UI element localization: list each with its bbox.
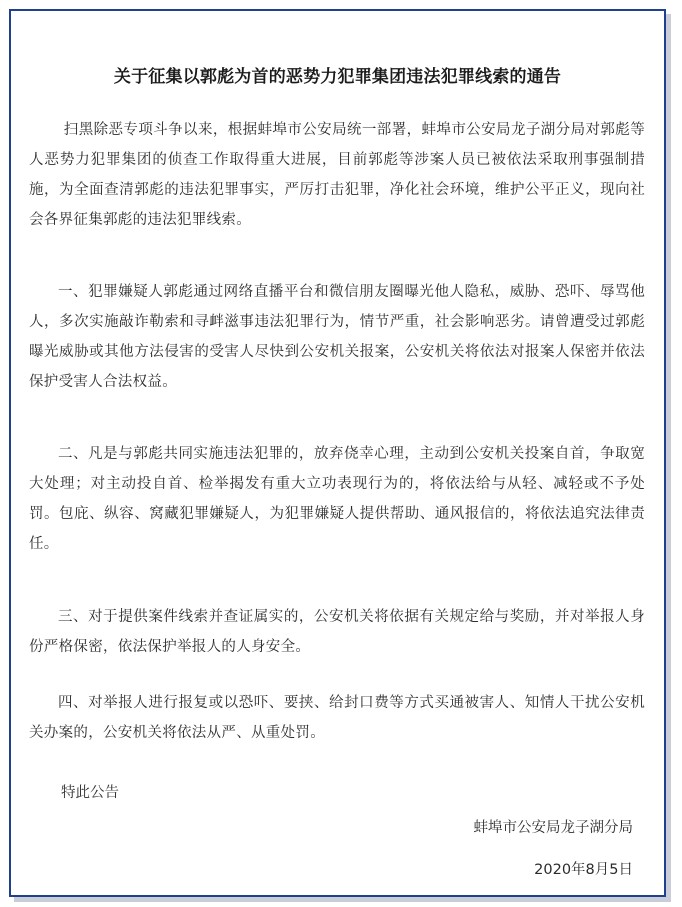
notice-item-3: 三、对于提供案件线索并查证属实的，公安机关将依据有关规定给与奖励，并对举报人身份严格保密，依法保护举报人的人身安全。	[29, 609, 645, 655]
notice-closing: 特此公告	[61, 785, 119, 801]
notice-item-2: 二、凡是与郭彪共同实施违法犯罪的，放弃侥幸心理，主动到公安机关投案自首，争取宽大处理；对主动投自首、检举揭发有重大立功表现行为的，将依法给与从轻、减轻或不予处罚。包庇、纵容、窝藏犯罪嫌疑人，为犯罪嫌疑人提供帮助、通风报信的，将依法追究法律责任。	[29, 446, 645, 552]
notice-title: 关于征集以郭彪为首的恶势力犯罪集团违法犯罪线索的通告	[113, 67, 562, 87]
issuing-organization: 蚌埠市公安局龙子湖分局	[473, 820, 633, 836]
notice-frame	[9, 9, 666, 897]
notice-item-1: 一、犯罪嫌疑人郭彪通过网络直播平台和微信朋友圈曝光他人隐私，威胁、恐吓、辱骂他人，多次实施敲诈勒索和寻衅滋事违法犯罪行为，情节严重，社会影响恶劣。请曾遭受过郭彪曝光威胁或其他方法侵害的受害人尽快到公安机关报案，公安机关将依法对报案人保密并依法保护受害人合法权益。	[29, 284, 645, 390]
issue-date: 2020年8月5日	[534, 862, 633, 878]
notice-item-4: 四、对举报人进行报复或以恐吓、要挟、给封口费等方式买通被害人、知情人干扰公安机关办案的，公安机关将依法从严、从重处罚。	[29, 695, 645, 741]
notice-intro-paragraph: 扫黑除恶专项斗争以来，根据蚌埠市公安局统一部署，蚌埠市公安局龙子湖分局对郭彪等人恶势力犯罪集团的侦查工作取得重大进展，目前郭彪等涉案人员已被依法采取刑事强制措施，为全面查清郭彪的违法犯罪事实，严厉打击犯罪，净化社会环境，维护公平正义，现向社会各界征集郭彪的违法犯罪线索。	[29, 122, 645, 228]
